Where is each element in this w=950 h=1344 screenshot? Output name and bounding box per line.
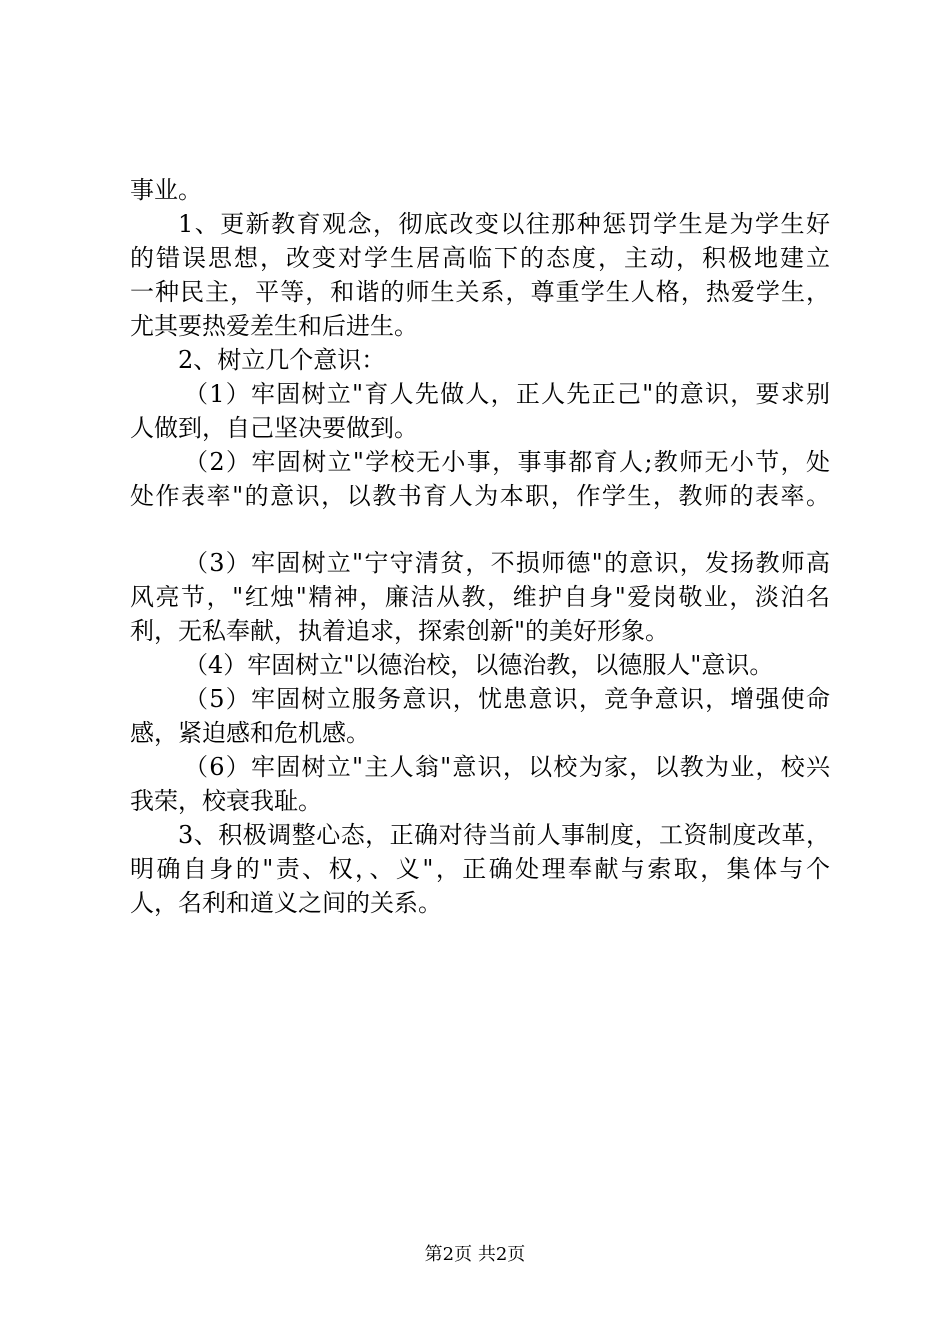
body-line: 3、积极调整心态，正确对待当前人事制度，工资制度改革， xyxy=(178,821,830,849)
body-line: 1、更新教育观念，彻底改变以往那种惩罚学生是为学生好 xyxy=(178,210,830,238)
body-line: （1）牢固树立"育人先做人，正人先正己"的意识，要求别 xyxy=(184,380,830,408)
body-line: 2、树立几个意识： xyxy=(178,346,386,374)
body-line: 感，紧迫感和危机感。 xyxy=(130,719,370,747)
body-line: 人，名利和道义之间的关系。 xyxy=(130,889,442,917)
body-line: 风亮节，"红烛"精神，廉洁从教，维护自身"爱岗敬业，淡泊名 xyxy=(130,583,830,611)
body-line: （3）牢固树立"宁守清贫，不损师德"的意识，发扬教师高 xyxy=(184,549,830,577)
body-line: 事业。 xyxy=(130,176,202,204)
body-line: （4）牢固树立"以德治校，以德治教，以德服人"意识。 xyxy=(184,651,774,679)
body-line: 一种民主，平等，和谐的师生关系，尊重学生人格，热爱学生， xyxy=(130,278,830,306)
paragraph-gap xyxy=(130,513,830,546)
body-line: （5）牢固树立服务意识，忧患意识，竞争意识，增强使命 xyxy=(184,685,830,713)
body-line: 人做到，自己坚决要做到。 xyxy=(130,414,418,442)
page-number: 第2页 共2页 xyxy=(424,1244,526,1265)
body-line: 利，无私奉献，执着追求，探索创新"的美好形象。 xyxy=(130,617,670,645)
body-line: 我荣，校衰我耻。 xyxy=(130,787,322,815)
body-line: 处作表率"的意识，以教书育人为本职，作学生，教师的表率。 xyxy=(130,482,830,510)
body-line: 的错误思想，改变对学生居高临下的态度，主动，积极地建立 xyxy=(130,244,830,272)
body-line: 明确自身的"责、权，、义"，正确处理奉献与索取，集体与个 xyxy=(130,855,830,883)
body-line: （6）牢固树立"主人翁"意识，以校为家，以教为业，校兴 xyxy=(184,753,830,781)
page-footer xyxy=(0,1243,950,1267)
body-line: （2）牢固树立"学校无小事，事事都育人;教师无小节，处 xyxy=(184,448,830,476)
document-body xyxy=(130,173,830,920)
body-line: 尤其要热爱差生和后进生。 xyxy=(130,312,418,340)
